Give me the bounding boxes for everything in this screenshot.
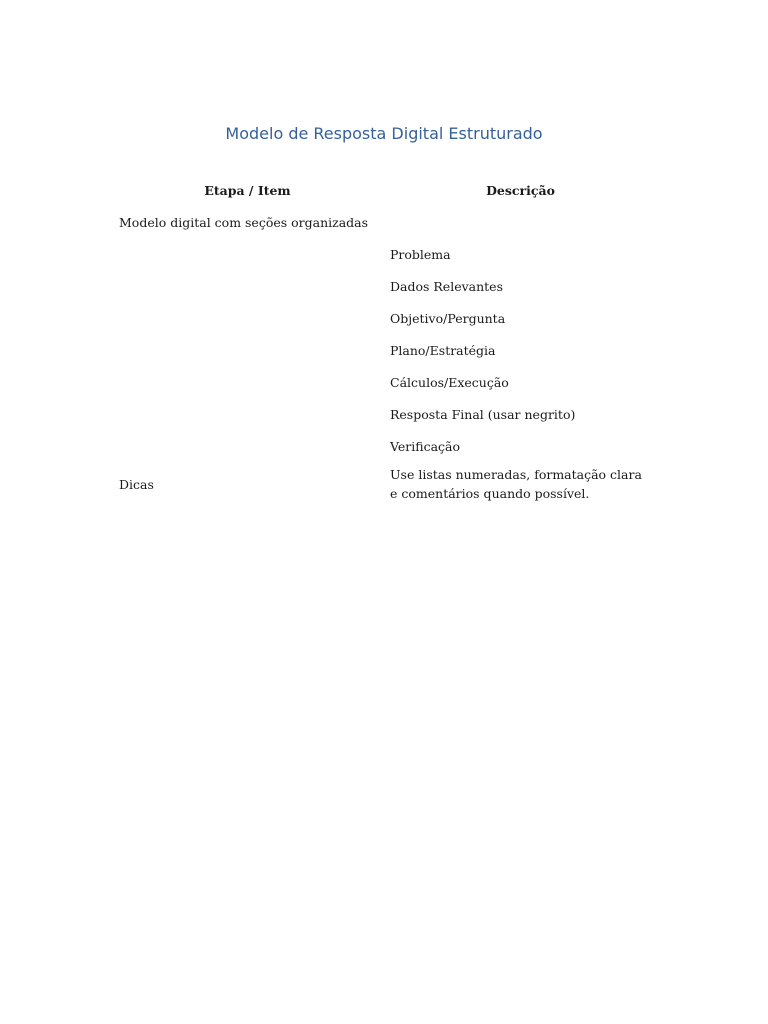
row-item-cell <box>112 302 383 334</box>
row-description-cell: Problema <box>390 246 451 262</box>
table-row <box>112 462 658 506</box>
header-etapa-item: Etapa / Item <box>204 182 291 198</box>
row-description-cell: Plano/Estratégia <box>390 342 496 358</box>
row-item-cell: Dicas <box>119 476 154 492</box>
row-description-cell: Objetivo/Pergunta <box>390 310 506 326</box>
row-description-cell: Dados Relevantes <box>390 278 503 294</box>
row-description-cell: Resposta Final (usar negrito) <box>390 406 576 422</box>
table-row <box>112 430 658 462</box>
row-item-cell <box>112 366 383 398</box>
document-title: Modelo de Resposta Digital Estruturado <box>225 124 543 143</box>
row-item-cell <box>112 398 383 430</box>
table-header-row <box>112 174 658 206</box>
table-row <box>112 270 658 302</box>
steps-table <box>112 174 658 506</box>
row-item-cell <box>112 238 383 270</box>
table-row <box>112 206 658 238</box>
table-row <box>112 398 658 430</box>
table-row <box>112 334 658 366</box>
row-item-cell: Modelo digital com seções organizadas <box>119 214 369 230</box>
row-item-cell <box>112 430 383 462</box>
table-row <box>112 366 658 398</box>
row-description-cell: Use listas numeradas, formatação clara e comentários quando possível. <box>390 467 642 501</box>
row-description-cell: Verificação <box>390 438 461 454</box>
table-row <box>112 302 658 334</box>
table-row <box>112 238 658 270</box>
row-item-cell <box>112 270 383 302</box>
row-description-cell: Cálculos/Execução <box>390 374 509 390</box>
row-item-cell <box>112 334 383 366</box>
header-descricao: Descrição <box>486 182 555 198</box>
row-description-cell <box>383 206 658 238</box>
